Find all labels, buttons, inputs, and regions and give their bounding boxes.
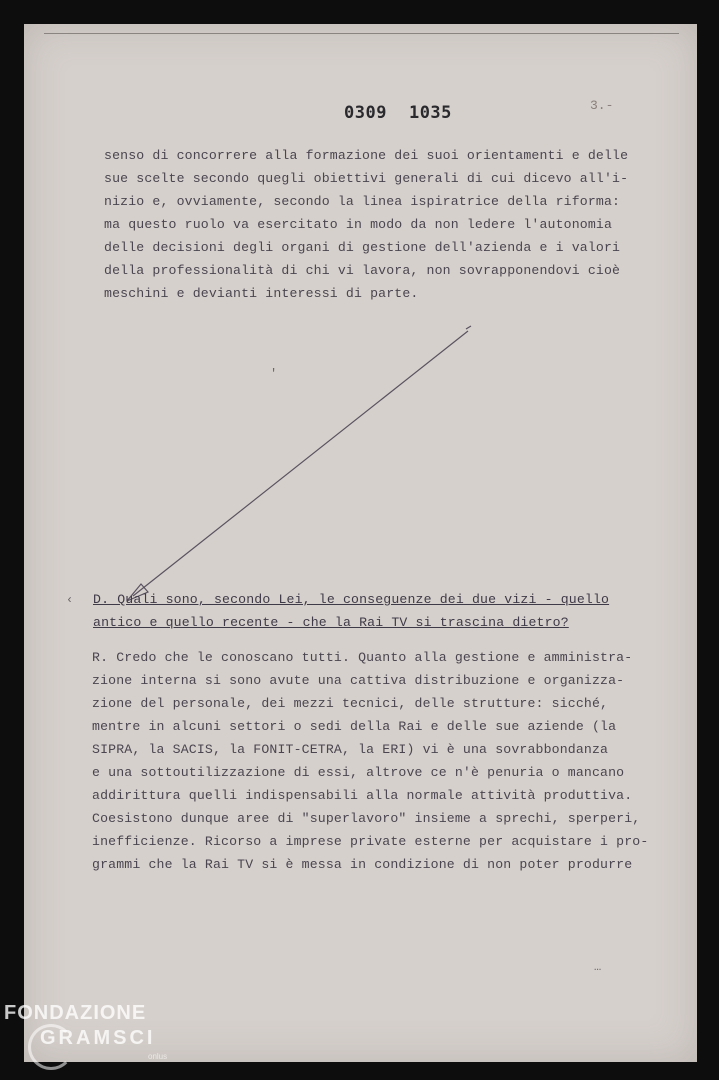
text-line: sue scelte secondo quegli obiettivi generali di cui dicevo all'i- (104, 171, 629, 186)
text-line: ma questo ruolo va esercitato in modo da non ledere l'autonomia (104, 217, 613, 232)
text-line: zione del personale, dei mezzi tecnici, delle strutture: sicché, (92, 696, 609, 711)
text-line: mentre in alcuni settori o sedi della Rai e delle sue aziende (la (92, 719, 617, 734)
arrow-line (133, 331, 468, 596)
text-line: senso di concorrere alla formazione dei suoi orientamenti e delle (104, 148, 629, 163)
text-line: R. Credo che le conoscano tutti. Quanto alla gestione e amministra- (92, 650, 633, 665)
question-paragraph (93, 588, 609, 634)
text-line: Coesistono dunque aree di "superlavoro" insieme a sprechi, sperperi, (92, 811, 641, 826)
logo-line-1: FONDAZIONE (4, 1002, 147, 1024)
answer-paragraph (92, 646, 648, 876)
text-line: e una sottoutilizzazione di essi, altrove ce n'è penuria o mancano (92, 765, 625, 780)
doc-number-part-2: 1035 (408, 103, 452, 123)
stray-mark: ' (270, 367, 278, 381)
doc-number-part-1: 0309 (344, 103, 387, 123)
text-line: meschini e devianti interessi di parte. (104, 286, 419, 301)
stray-mark: ‹ (66, 593, 74, 607)
watermark-logo (4, 1002, 155, 1050)
stray-mark: … (594, 960, 602, 974)
text-line: SIPRA, la SACIS, la FONIT-CETRA, la ERI) vi è una sovrabbondanza (92, 742, 609, 757)
logo-subtitle: onlus (148, 1052, 168, 1061)
arrow-tail (466, 326, 471, 329)
text-line: nizio e, ovviamente, secondo la linea ispiratrice della riforma: (104, 194, 621, 209)
text-line: D. Quali sono, secondo Lei, le conseguenze dei due vizi - quello (93, 592, 610, 607)
text-line: addirittura quelli indispensabili alla normale attività produttiva. (92, 788, 633, 803)
text-line: della professionalità di chi vi lavora, non sovrapponendovi cioè (104, 263, 621, 278)
text-line: delle decisioni degli organi di gestione dell'azienda e i valori (104, 240, 621, 255)
text-line: grammi che la Rai TV si è messa in condizione di non poter produrre (92, 857, 633, 872)
text-line: zione interna si sono avute una cattiva distribuzione e organizza- (92, 673, 625, 688)
text-line: inefficienze. Ricorso a imprese private esterne per acquistare i pro- (92, 834, 649, 849)
page-number: 3.- (590, 98, 614, 113)
logo-line-2: GRAMSCI (40, 1027, 156, 1049)
text-line: antico e quello recente - che la Rai TV si trascina dietro? (93, 615, 569, 630)
